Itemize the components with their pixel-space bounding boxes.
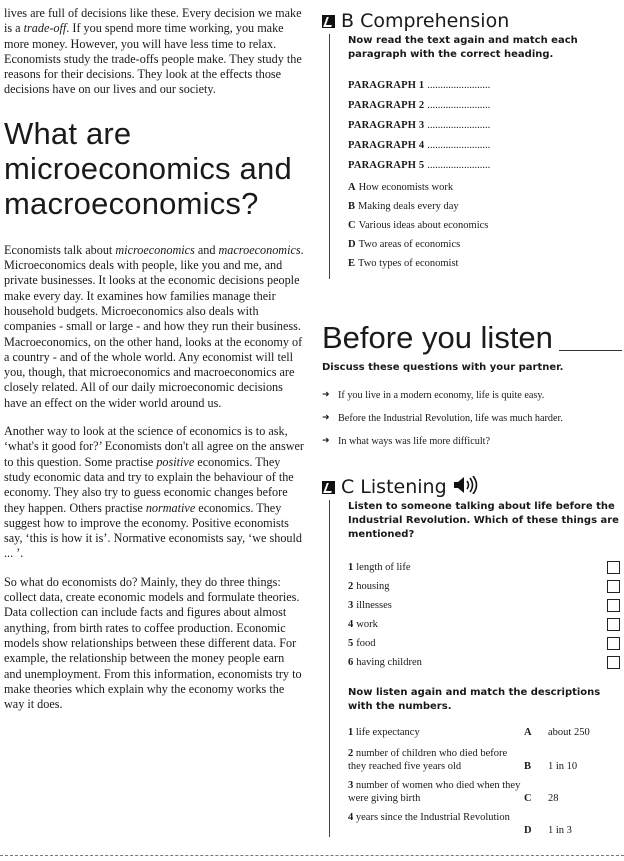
reading-text-column <box>4 6 304 725</box>
checklist-item: 1 length of life <box>348 558 622 577</box>
comprehension-section <box>322 10 622 279</box>
before-listen-title: Before you listen <box>322 320 553 355</box>
comprehension-header <box>322 10 622 32</box>
listening-section <box>322 476 622 837</box>
checkbox[interactable] <box>607 599 620 612</box>
checklist-item: 3 illnesses <box>348 596 622 615</box>
checklist-item: 4 work <box>348 615 622 634</box>
reading-paragraph-1: Economists talk about microeconomics and macroeconomics. Microeconomics deals with people, like you and me, and private businesses. It looks at the economic decisions people make every day. It examines how families manage their household budgets. Microeconomics also deals with companies - small or large - and how they run their business. Macroeconomics, on the other hand, looks at the economy of a country - and of the whole world. Any economist will tell you, though, that microeconomics and macroeconomics are closely related. All of our daily microeconomic decisions have an effect on the wider world around us. <box>4 242 304 410</box>
answer-blank[interactable]: ........................ <box>427 120 491 131</box>
listening-instruction-1: Listen to someone talking about life before the Industrial Revolution. Which of these things are mentioned? <box>348 501 619 540</box>
title-rule <box>559 350 622 351</box>
exercise-column <box>322 10 622 837</box>
heading-option: D Two areas of economics <box>348 239 461 250</box>
match-row: 3 number of women who died when they were giving birth C 28 <box>348 780 559 804</box>
checkbox[interactable] <box>607 637 620 650</box>
discussion-questions <box>322 389 622 448</box>
paragraph-answer-row: PARAGRAPH 3 ........................ <box>348 120 491 131</box>
paragraph-answer-row: PARAGRAPH 1 ........................ <box>348 80 491 91</box>
section-heading: What are microeconomics and macroeconomics? <box>4 115 292 221</box>
checkbox[interactable] <box>607 561 620 574</box>
answer-blank[interactable]: ........................ <box>427 160 491 171</box>
match-row: 4 years since the Industrial Revolution D 1 in 3 <box>348 812 572 836</box>
checkbox[interactable] <box>607 618 620 631</box>
heading-option: C Various ideas about economics <box>348 220 489 231</box>
paragraph-answer-row: PARAGRAPH 5 ........................ <box>348 160 491 171</box>
checklist-item: 6 having children <box>348 653 622 672</box>
discussion-question: ➜ If you live in a modern economy, life is quite easy. <box>322 389 622 402</box>
answer-blank[interactable]: ........................ <box>427 80 491 91</box>
task-icon <box>322 481 335 494</box>
bottom-rule <box>0 855 624 856</box>
reading-paragraph-3: So what do economists do? Mainly, they do three things: collect data, create economic models and formulate theories. Data collection can include facts and figures about almost anything, from birth rates to coffee production. Economic models show relationships between these different data. For example, the relationship between the money people earn and unemployment. From this information, economists try to make theories which explain why the economy works the way it does. <box>4 574 302 712</box>
before-listen-section <box>322 321 622 448</box>
match-row: 1 life expectancy A about 250 <box>348 727 590 738</box>
paragraph-answer-list <box>348 76 622 176</box>
checkbox[interactable] <box>607 656 620 669</box>
comprehension-title: B Comprehension <box>341 10 510 32</box>
answer-blank[interactable]: ........................ <box>427 100 491 111</box>
discussion-question: ➜ In what ways was life more difficult? <box>322 435 622 448</box>
heading-options <box>348 178 622 279</box>
reading-paragraph-0: lives are full of decisions like these. Every decision we make is a trade-off. If you spend more time working, you make more money. However, you will have less time to relax. Economists study the trade-offs people make. They study the reasons for their decisions. They look at the effects those decisions have on our lives and our society. <box>4 6 302 97</box>
checkbox[interactable] <box>607 580 620 593</box>
comprehension-body <box>329 34 622 279</box>
listening-title: C Listening <box>341 476 447 498</box>
listening-body <box>329 500 622 837</box>
heading-option: B Making deals every day <box>348 201 459 212</box>
paragraph-answer-row: PARAGRAPH 4 ........................ <box>348 140 491 151</box>
reading-paragraph-2: Another way to look at the science of economics is to ask, ‘what's it good for?’ Economists don't all agree on the answer to this question. Some practise positive economics. They study economic data and try to explain the behaviour of the economy. They also try to guess economic changes before they happen. Others practise normative economics. They suggest how to improve the economy. Positive economists say, ‘this is how it is’. Normative economists say, ‘we should ... ’. <box>4 424 304 561</box>
checklist <box>348 558 622 672</box>
answer-blank[interactable]: ........................ <box>427 140 491 151</box>
speaker-icon[interactable] <box>453 476 479 498</box>
paragraph-answer-row: PARAGRAPH 2 ........................ <box>348 100 491 111</box>
comprehension-instruction: Now read the text again and match each paragraph with the correct heading. <box>348 35 578 60</box>
match-row: 2 number of children who died before they reached five years old B 1 in 10 <box>348 748 578 772</box>
listening-instruction-2: Now listen again and match the descriptions with the numbers. <box>348 687 601 712</box>
checklist-item: 2 housing <box>348 577 622 596</box>
heading-option: A How economists work <box>348 182 454 193</box>
checklist-item: 5 food <box>348 634 622 653</box>
match-table <box>348 726 622 837</box>
before-listen-instruction: Discuss these questions with your partner. <box>322 362 564 373</box>
discussion-question: ➜ Before the Industrial Revolution, life was much harder. <box>322 412 622 425</box>
task-icon <box>322 15 335 28</box>
before-listen-header <box>322 321 622 355</box>
heading-option: E Two types of economist <box>348 258 459 269</box>
listening-header <box>322 476 622 498</box>
